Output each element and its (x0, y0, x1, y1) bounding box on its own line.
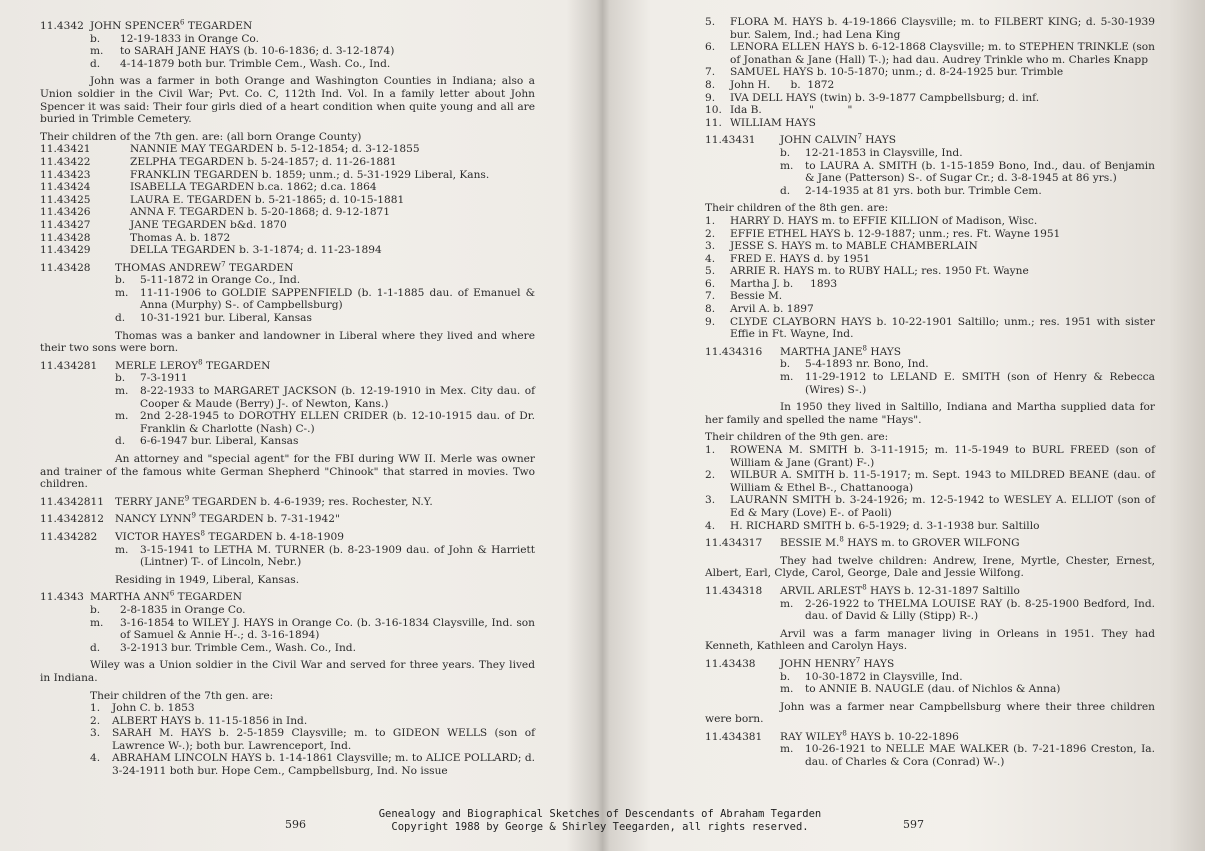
children-list (705, 215, 1155, 341)
list-item: 2. ALBERT HAYS b. 11-15-1856 in Ind. (90, 714, 308, 727)
footer-copyright: Copyright 1988 by George & Shirley Teegarden, all rights reserved. (391, 821, 809, 833)
entry-paragraph: John was a farmer near Campbellsburg where their three children were born. (705, 700, 1155, 726)
entry-martha-jane: 11.434316 MARTHA JANE$^8$ HAYS b. 5-4-1893 nr. Bono, Ind. m. 11-29-1912 to LELAND E. SMITH (son of Henry & Rebecca (Wires) S-.) In 1950 they lived in Saltillo, Indiana and Martha supplied data for her family and spelled the name "Hays". (705, 344, 1155, 426)
copyright-footer (230, 808, 970, 834)
entry-heading: 11.4342 JOHN SPENCER$^6$ TEGARDEN (40, 18, 253, 32)
entry-heading: 11.43428 THOMAS ANDREW$^7$ TEGARDEN (40, 260, 294, 274)
entry-paragraph: John was a farmer in both Orange and Washington Counties in Indiana; also a Union soldier in the Civil War; Pvt. Co. C, 112th Ind. Vol. In a family letter about John Spencer it was said: Their four girls died of a heart condition when quite young and all are buried in Trimble Cemetery. (40, 75, 535, 126)
list-item: 10. Ida B. " " (705, 104, 853, 117)
list-item: 1. John C. b. 1853 (90, 702, 195, 715)
list-item: 11.43426 ANNA F. TEGARDEN b. 5-20-1868; d. 9-12-1871 (40, 206, 391, 219)
list-item: 2. WILBUR A. SMITH b. 11-5-1917; m. Sept. 1943 to MILDRED BEANE (dau. of William & Ethel B-., Chattanooga) (705, 469, 1155, 494)
entry-john-calvin: 11.43431 JOHN CALVIN$^7$ HAYS b. 12-21-1853 in Claysville, Ind. m. to LAURA A. SMITH (b. 1-15-1859 Bono, Ind., dau. of Benjamin & Jane (Patterson) S-. of Sugar Cr.; d. 3-8-1945 at 86 yrs.) d. 2-14-1935 at 81 yrs. both bur. Trimble Cem. (705, 132, 1155, 197)
list-item: 6. Martha J. b. 1893 (705, 277, 838, 290)
left-page (40, 14, 535, 778)
footer-title: Genealogy and Biographical Sketches of Descendants of Abraham Tegarden (378, 808, 822, 820)
list-item: 8. John H. b. 1872 (705, 78, 835, 91)
entry-john-henry: 11.43438 JOHN HENRY$^7$ HAYS b. 10-30-1872 in Claysville, Ind. m. to ANNIE B. NAUGLE (dau. of Nichlos & Anna) John was a farmer near Campbellsburg where their three children were born. (705, 656, 1155, 726)
list-item: 11.43428 Thomas A. b. 1872 (40, 231, 231, 244)
list-item: 11.43423 FRANKLIN TEGARDEN b. 1859; unm.; d. 5-31-1929 Liberal, Kans. (40, 168, 490, 181)
entry-heading: 11.43431 JOHN CALVIN$^7$ HAYS (705, 132, 896, 147)
children-heading: Their children of the 9th gen. are: (705, 431, 889, 444)
entry-paragraph: In 1950 they lived in Saltillo, Indiana and Martha supplied data for her family and spelled the name "Hays". (705, 401, 1155, 426)
entry-heading: 11.434316 MARTHA JANE$^8$ HAYS (705, 344, 902, 358)
list-item: 1. HARRY D. HAYS m. to EFFIE KILLION of Madison, Wisc. (705, 214, 1038, 227)
list-item: 7. Bessie M. (705, 290, 783, 303)
entry-john-spencer: 11.4342 JOHN SPENCER$^6$ TEGARDEN b. 12-19-1833 in Orange Co. m. to SARAH JANE HAYS (b. 10-6-1836; d. 3-12-1874) d. 4-14-1879 both bur. Trimble Cem., Wash. Co., Ind. John was a farmer in both Orange and Washington Counties in Indiana; also a Union soldier in the Civil War; Pvt. Co. C, 112th Ind. Vol. In a family letter about John Spencer it was said: Their four girls died of a heart condition when quite young and all are buried in Trimble Cemetery. (40, 18, 535, 126)
entry-martha-ann: 11.4343 MARTHA ANN$^6$ TEGARDEN b. 2-8-1835 in Orange Co. m. 3-16-1854 to WILEY J. HAYS in Orange Co. (b. 3-16-1834 Claysville, Ind. son of Samuel & Annie H-.; d. 3-16-1894) d. 3-2-1913 bur. Trimble Cem., Wash. Co., Ind. Wiley was a Union soldier in the Civil War and served for three years. They lived in Indiana. (40, 589, 535, 684)
list-item: 11.43424 ISABELLA TEGARDEN b.ca. 1862; d.ca. 1864 (40, 181, 377, 194)
entry-ray-wiley: 11.434381 RAY WILEY$^8$ HAYS b. 10-22-1896 m. 10-26-1921 to NELLE MAE WALKER (b. 7-21-1896 Creston, Ia. dau. of Charles & Cora (Conrad) W-.) (705, 729, 1155, 769)
children-list-continued (705, 16, 1155, 129)
list-item: 11.43429 DELLA TEGARDEN b. 3-1-1874; d. 11-23-1894 (40, 244, 382, 257)
list-item: 2. EFFIE ETHEL HAYS b. 12-9-1887; unm.; res. Ft. Wayne 1951 (705, 227, 1061, 240)
entry-bessie-m (705, 537, 1155, 580)
entry-paragraph: An attorney and "special agent" for the FBI during WW II. Merle was owner and trainer of the famous white German Shepherd "Chinook" that starred in movies. Two children. (40, 453, 535, 491)
children-list (40, 143, 535, 256)
entry-heading: 11.434282 VICTOR HAYES$^8$ TEGARDEN b. 4-18-1909 (40, 529, 344, 543)
entry-merle-leroy: 11.434281 MERLE LEROY$^8$ TEGARDEN b. 7-3-1911 m. 8-22-1933 to MARGARET JACKSON (b. 12-19-1910 in Mex. City dau. of Cooper & Maude (Berry) J-. of Newton, Kans.) m. 2nd 2-28-1945 to DOROTHY ELLEN CRIDER (b. 12-10-1915 dau. of Dr. Franklin & Charlotte (Nash) C-.) d. 6-6-1947 bur. Liberal, Kansas An attorney and "special agent" for the FBI during WW II. Merle was owner and trainer of the famous white German Shepherd "Chinook" that starred in movies. Two children. (40, 358, 535, 491)
entry-heading: 11.4343 MARTHA ANN$^6$ TEGARDEN (40, 589, 243, 604)
list-item: 4. H. RICHARD SMITH b. 6-5-1929; d. 3-1-1938 bur. Saltillo (705, 519, 1040, 532)
children-list (705, 444, 1155, 532)
entry-paragraph: They had twelve children: Andrew, Irene, Myrtle, Chester, Ernest, Albert, Earl, Clyde, Carol, George, Dale and Jessie Wilfong. (705, 554, 1155, 580)
list-item: 5. ARRIE R. HAYS m. to RUBY HALL; res. 1950 Ft. Wayne (705, 265, 1029, 278)
entry-heading: 11.43438 JOHN HENRY$^7$ HAYS (705, 656, 895, 670)
children-heading: Their children of the 7th gen. are: (90, 689, 274, 702)
list-item: 1. ROWENA M. SMITH b. 3-11-1915; m. 11-5-1949 to BURL FREED (son of William & Jane (Grant) F-.) (705, 444, 1155, 469)
entry-paragraph: Wiley was a Union soldier in the Civil War and served for three years. They lived in Indiana. (40, 659, 535, 684)
list-item: 3. SARAH M. HAYS b. 2-5-1859 Claysville; m. to GIDEON WELLS (son of Lawrence W-.); both bur. Lawrenceport, Ind. (90, 727, 535, 752)
list-item: 7. SAMUEL HAYS b. 10-5-1870; unm.; d. 8-24-1925 bur. Trimble (705, 66, 1064, 79)
entry-thomas-andrew: 11.43428 THOMAS ANDREW$^7$ TEGARDEN b. 5-11-1872 in Orange Co., Ind. m. 11-11-1906 to GOLDIE SAPPENFIELD (b. 1-1-1885 dau. of Emanuel & Anna (Murphy) S-. of Campbellsburg) d. 10-31-1921 bur. Liberal, Kansas Thomas was a banker and landowner in Liberal where they lived and where their two sons were born. (40, 260, 535, 355)
list-item: 9. CLYDE CLAYBORN HAYS b. 10-22-1901 Saltillo; unm.; res. 1951 with sister Effie in Ft. Wayne, Ind. (705, 315, 1155, 341)
right-page (705, 14, 1155, 769)
children-heading: Their children of the 8th gen. are: (705, 202, 889, 215)
list-item: 6. LENORA ELLEN HAYS b. 6-12-1868 Claysville; m. to STEPHEN TRINKLE (son of Jonathan & Jane (Hall) T-.); had dau. Audrey Trinkle who m. Charles Knapp (705, 41, 1155, 66)
page-number-right: 597 (903, 818, 924, 831)
entry-heading: 11.434281 MERLE LEROY$^8$ TEGARDEN (40, 358, 271, 372)
list-item: 11.43427 JANE TEGARDEN b&d. 1870 (40, 218, 287, 231)
list-item: 4. ABRAHAM LINCOLN HAYS b. 1-14-1861 Claysville; m. to ALICE POLLARD; d. 3-24-1911 both bur. Hope Cem., Campbellsburg, Ind. No issue (90, 752, 535, 778)
list-item: 3. LAURANN SMITH b. 3-24-1926; m. 12-5-1942 to WESLEY A. ELLIOT (son of Ed & Mary (Love) E-. of Paoli) (705, 494, 1155, 519)
entry-heading: 11.434381 RAY WILEY$^8$ HAYS b. 10-22-1896 (705, 729, 959, 743)
page-number-left: 596 (285, 818, 306, 831)
entry-paragraph: Arvil was a farm manager living in Orleans in 1951. They had Kenneth, Kathleen and Carolyn Hays. (705, 627, 1155, 653)
entry-victor-hayes: 11.434282 VICTOR HAYES$^8$ TEGARDEN b. 4-18-1909 m. 3-15-1941 to LETHA M. TURNER (b. 8-23-1909 dau. of John & Harriett (Lintner) T-. of Lincoln, Nebr.) Residing in 1949, Liberal, Kansas. (40, 529, 535, 586)
list-item: 5. FLORA M. HAYS b. 4-19-1866 Claysville; m. to FILBERT KING; d. 5-30-1939 bur. Salem, Ind.; had Lena King (705, 16, 1155, 41)
entry-terry-jane: 11.4342811 TERRY JANE$^9$ TEGARDEN b. 4-6-1939; res. Rochester, N.Y. (40, 494, 433, 508)
list-item: 11.43422 ZELPHA TEGARDEN b. 5-24-1857; d. 11-26-1881 (40, 155, 397, 168)
entry-nancy-lynn: 11.4342812 NANCY LYNN$^9$ TEGARDEN b. 7-31-1942" (40, 511, 340, 526)
entry-heading: 11.434318 ARVIL ARLEST$^8$ HAYS b. 12-31-1897 Saltillo (705, 583, 1020, 597)
list-item: 11.43425 LAURA E. TEGARDEN b. 5-21-1865; d. 10-15-1881 (40, 193, 405, 206)
list-item: 11.43421 NANNIE MAY TEGARDEN b. 5-12-1854; d. 3-12-1855 (40, 143, 420, 156)
children-list (40, 702, 535, 778)
list-item: 9. IVA DELL HAYS (twin) b. 3-9-1877 Campbellsburg; d. inf. (705, 91, 1040, 104)
list-item: 3. JESSE S. HAYS m. to MABLE CHAMBERLAIN (705, 240, 978, 253)
entry-arvil-arlest: 11.434318 ARVIL ARLEST$^8$ HAYS b. 12-31-1897 Saltillo m. 2-26-1922 to THELMA LOUISE RAY (b. 8-25-1900 Bedford, Ind. dau. of David & Lilly (Stipp) R-.) Arvil was a farm manager living in Orleans in 1951. They had Kenneth, Kathleen and Carolyn Hays. (705, 583, 1155, 653)
entry-heading: 11.434317 BESSIE M.$^8$ HAYS m. to GROVER WILFONG (705, 535, 1020, 550)
list-item: 11. WILLIAM HAYS (705, 116, 816, 129)
entry-paragraph: Residing in 1949, Liberal, Kansas. (115, 573, 300, 586)
list-item: 4. FRED E. HAYS d. by 1951 (705, 252, 871, 265)
entry-paragraph: Thomas was a banker and landowner in Liberal where they lived and where their two sons were born. (40, 329, 535, 355)
list-item: 8. Arvil A. b. 1897 (705, 303, 814, 316)
children-heading: Their children of the 7th gen. are: (all born Orange County) (40, 130, 362, 143)
